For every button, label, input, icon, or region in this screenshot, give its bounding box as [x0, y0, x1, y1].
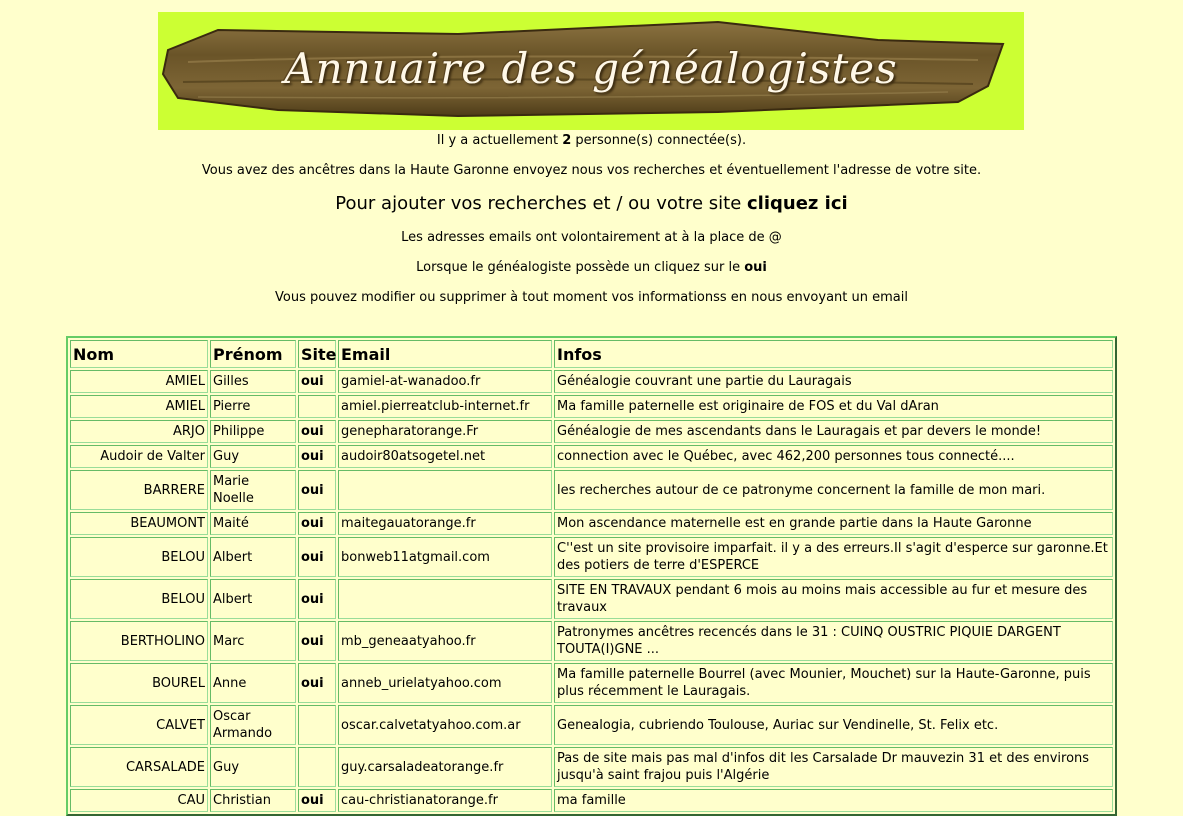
table-row: [70, 537, 1113, 577]
cell-infos: C''est un site provisoire imparfait. il y a des erreurs.Il s'agit d'esperce sur garonne.Et des potiers de terre d'ESPERCE: [554, 537, 1113, 577]
table-row: [70, 420, 1113, 443]
cell-nom: CAU: [70, 789, 208, 812]
cell-prenom: Christian: [210, 789, 296, 812]
cell-infos: Genealogia, cubriendo Toulouse, Auriac sur Vendinelle, St. Felix etc.: [554, 705, 1113, 745]
table-row: [70, 705, 1113, 745]
genealogists-table-wrapper: [66, 336, 1117, 816]
table-row: [70, 789, 1113, 812]
table-row: [70, 512, 1113, 535]
table-row: [70, 470, 1113, 510]
site-link[interactable]: oui: [298, 370, 336, 393]
cell-nom: BERTHOLINO: [70, 621, 208, 661]
click-here-link[interactable]: cliquez ici: [747, 193, 848, 214]
cell-email: amiel.pierreatclub-internet.fr: [338, 395, 552, 418]
cell-email: [338, 470, 552, 510]
cell-nom: BELOU: [70, 537, 208, 577]
cell-infos: les recherches autour de ce patronyme concernent la famille de mon mari.: [554, 470, 1113, 510]
table-row: [70, 445, 1113, 468]
cell-infos: Généalogie couvrant une partie du Lauragais: [554, 370, 1113, 393]
header-site: Site: [298, 340, 336, 368]
banner: [158, 12, 1024, 130]
site-link[interactable]: oui: [298, 420, 336, 443]
cell-nom: CARSALADE: [70, 747, 208, 787]
site-link[interactable]: oui: [298, 537, 336, 577]
table-header-row: [70, 340, 1113, 368]
site-link[interactable]: oui: [298, 621, 336, 661]
header-infos: Infos: [554, 340, 1113, 368]
connected-count: 2: [562, 133, 572, 148]
table-row: [70, 370, 1113, 393]
cell-nom: CALVET: [70, 705, 208, 745]
cell-prenom: Marie Noelle: [210, 470, 296, 510]
site-link: [298, 747, 336, 787]
cell-infos: ma famille: [554, 789, 1113, 812]
cell-prenom: Marc: [210, 621, 296, 661]
cell-prenom: Oscar Armando: [210, 705, 296, 745]
cell-email: cau-christianatorange.fr: [338, 789, 552, 812]
cell-prenom: Guy: [210, 747, 296, 787]
add-research-line: Pour ajouter vos recherches et / ou votre site cliquez ici: [335, 193, 848, 214]
site-link[interactable]: oui: [298, 579, 336, 619]
cell-email: oscar.calvetatyahoo.com.ar: [338, 705, 552, 745]
cell-infos: Patronymes ancêtres recencés dans le 31 : CUINQ OUSTRIC PIQUIE DARGENT TOUTA(I)GNE ...: [554, 621, 1113, 661]
cell-nom: BARRERE: [70, 470, 208, 510]
site-link[interactable]: oui: [298, 470, 336, 510]
cell-email: maitegauatorange.fr: [338, 512, 552, 535]
cell-prenom: Maité: [210, 512, 296, 535]
site-link[interactable]: oui: [298, 663, 336, 703]
header-email: Email: [338, 340, 552, 368]
cell-nom: BEAUMONT: [70, 512, 208, 535]
cell-prenom: Albert: [210, 537, 296, 577]
site-link: [298, 395, 336, 418]
cell-nom: BELOU: [70, 579, 208, 619]
cell-nom: AMIEL: [70, 370, 208, 393]
cell-prenom: Philippe: [210, 420, 296, 443]
intro-text: Vous avez des ancêtres dans la Haute Garonne envoyez nous vos recherches et éventuellement l'adresse de votre site.: [201, 163, 982, 178]
site-link[interactable]: oui: [298, 445, 336, 468]
cell-infos: Ma famille paternelle est originaire de FOS et du Val dAran: [554, 395, 1113, 418]
cell-prenom: Gilles: [210, 370, 296, 393]
cell-email: mb_geneaatyahoo.fr: [338, 621, 552, 661]
cell-prenom: Pierre: [210, 395, 296, 418]
cell-nom: ARJO: [70, 420, 208, 443]
cell-email: anneb_urielatyahoo.com: [338, 663, 552, 703]
site-link: [298, 705, 336, 745]
table-row: [70, 395, 1113, 418]
header-prenom: Prénom: [210, 340, 296, 368]
table-row: [70, 747, 1113, 787]
cell-nom: Audoir de Valter: [70, 445, 208, 468]
cell-infos: Généalogie de mes ascendants dans le Lauragais et par devers le monde!: [554, 420, 1113, 443]
site-note: Lorsque le généalogiste possède un cliquez sur le oui: [416, 260, 767, 275]
connected-count-line: Il y a actuellement 2 personne(s) connectée(s).: [436, 133, 747, 148]
cell-infos: SITE EN TRAVAUX pendant 6 mois au moins mais accessible au fur et mesure des travaux: [554, 579, 1113, 619]
cell-infos: Mon ascendance maternelle est en grande partie dans la Haute Garonne: [554, 512, 1113, 535]
cell-email: gamiel-at-wanadoo.fr: [338, 370, 552, 393]
cell-nom: BOUREL: [70, 663, 208, 703]
header-nom: Nom: [70, 340, 208, 368]
cell-prenom: Anne: [210, 663, 296, 703]
cell-prenom: Albert: [210, 579, 296, 619]
cell-infos: Ma famille paternelle Bourrel (avec Mounier, Mouchet) sur la Haute-Garonne, puis plus récemment le Lauragais.: [554, 663, 1113, 703]
cell-email: genepharatorange.Fr: [338, 420, 552, 443]
banner-title: Annuaire des généalogistes: [284, 44, 898, 93]
cell-nom: AMIEL: [70, 395, 208, 418]
table-row: [70, 621, 1113, 661]
cell-email: [338, 579, 552, 619]
modify-note: Vous pouvez modifier ou supprimer à tout moment vos informationss en nous envoyant un email: [275, 290, 908, 305]
cell-infos: connection avec le Québec, avec 462,200 personnes tous connecté....: [554, 445, 1113, 468]
table-row: [70, 579, 1113, 619]
table-row: [70, 663, 1113, 703]
email-note: Les adresses emails ont volontairement at à la place de @: [401, 230, 782, 245]
site-link[interactable]: oui: [298, 789, 336, 812]
cell-infos: Pas de site mais pas mal d'infos dit les Carsalade Dr mauvezin 31 et des environs jusqu'à saint frajou puis l'Algérie: [554, 747, 1113, 787]
site-link[interactable]: oui: [298, 512, 336, 535]
cell-email: guy.carsaladeatorange.fr: [338, 747, 552, 787]
cell-prenom: Guy: [210, 445, 296, 468]
cell-email: bonweb11atgmail.com: [338, 537, 552, 577]
genealogists-table: [66, 336, 1117, 816]
cell-email: audoir80atsogetel.net: [338, 445, 552, 468]
